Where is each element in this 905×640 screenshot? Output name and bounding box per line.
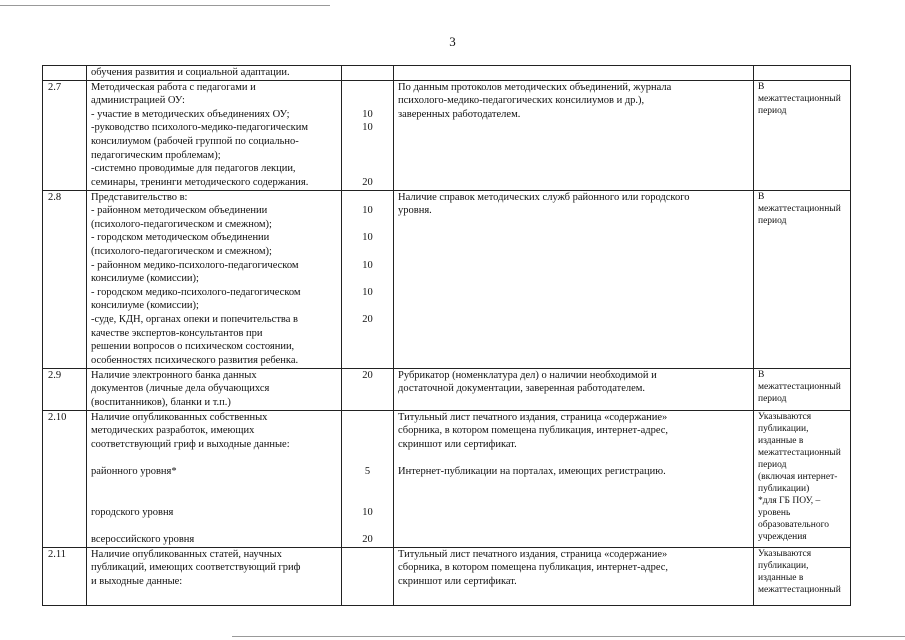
criterion-cell-line: консилиуме (комиссии);	[91, 300, 199, 312]
points-cell-line	[346, 438, 389, 452]
period-cell-line: межаттестационный	[758, 93, 841, 104]
evidence-cell-line: уровня.	[398, 205, 432, 217]
criterion-cell-line: особенностях психического развития ребенка.	[91, 354, 299, 366]
criterion-cell	[87, 80, 342, 190]
evidence-cell-line: Интернет-публикации на порталах, имеющих регистрацию.	[398, 465, 666, 477]
row-number: 2.7	[43, 80, 87, 190]
period-cell-line: (включая интернет-	[758, 471, 838, 482]
points-cell-line: 10	[362, 506, 373, 518]
criterion-cell-line: семинары, тренинги методического содержания.	[91, 176, 309, 188]
criterion-cell	[87, 368, 342, 410]
period-cell-line: период	[758, 215, 787, 226]
period-cell-line: публикации)	[758, 483, 810, 494]
period-cell-line: учреждения	[758, 531, 807, 542]
points-cell-line: 5	[364, 465, 371, 477]
points-cell-line	[346, 81, 389, 95]
points-cell-line	[346, 479, 389, 493]
table-row	[43, 410, 851, 547]
points-cell-line	[346, 191, 389, 205]
criterion-cell-line: (воспитанников), бланки и т.п.)	[91, 396, 231, 408]
criterion-cell-line: администрацией ОУ:	[91, 95, 185, 107]
period-cell-line: Указываются	[758, 411, 812, 422]
criterion-cell-line: (психолого-педагогическом и смежном);	[91, 245, 272, 257]
period-cell-line: В	[758, 369, 765, 380]
points-cell-line	[346, 519, 389, 533]
criterion-cell-line: публикаций, имеющих соответствующий гриф	[91, 562, 301, 574]
row-number: 2.8	[43, 190, 87, 368]
points-cell-line: 10	[362, 232, 373, 244]
period-cell-line: межаттестационный	[758, 584, 841, 595]
period-cell-line: В	[758, 81, 765, 92]
period-cell-line: период	[758, 393, 787, 404]
points-cell	[342, 410, 394, 547]
criterion-cell-line: Наличие опубликованных собственных	[91, 411, 268, 423]
period-cell	[754, 410, 851, 547]
period-cell-line: В	[758, 191, 765, 202]
evidence-cell-line: скриншот или сертификат.	[398, 575, 517, 587]
period-cell	[754, 547, 851, 605]
criterion-cell-line: городского уровня	[91, 506, 174, 518]
points-cell-line: 20	[362, 369, 373, 381]
criterion-cell-line	[91, 479, 337, 493]
evidence-cell	[394, 547, 754, 605]
evidence-cell-line: Рубрикатор (номенклатура дел) о наличии необходимой и	[398, 369, 657, 381]
row-number: 2.10	[43, 410, 87, 547]
table-row	[43, 368, 851, 410]
criterion-cell-line: -руководство психолого-медико-педагогическим	[91, 122, 309, 134]
period-cell-line: период	[758, 105, 787, 116]
table-row	[43, 80, 851, 190]
period-cell-line: изданные в	[758, 435, 804, 446]
points-cell-line	[346, 327, 389, 341]
evidence-cell-line: заверенных работодателем.	[398, 108, 521, 120]
criterion-cell-line: Наличие опубликованных статей, научных	[91, 548, 282, 560]
criterion-cell-line: документов (личные дела обучающихся	[91, 383, 270, 395]
criterion-cell-line: районного уровня*	[91, 465, 177, 477]
points-cell-line	[346, 272, 389, 286]
table-row	[43, 66, 851, 81]
points-cell-line: 10	[362, 122, 373, 134]
period-cell	[754, 66, 851, 81]
points-cell-line: 10	[362, 259, 373, 271]
period-cell-line: уровень	[758, 507, 791, 518]
criterion-cell-line: - городском методическом объединении	[91, 232, 270, 244]
criterion-cell	[87, 547, 342, 605]
evidence-cell-line: сборника, в котором помещена публикация, интернет-адрес,	[398, 425, 669, 437]
criterion-cell-line: Методическая работа с педагогами и	[91, 81, 256, 93]
criterion-cell-line: всероссийского уровня	[91, 533, 195, 545]
criterion-cell-line: -суде, КДН, органах опеки и попечительства в	[91, 313, 298, 325]
row-number: 2.11	[43, 547, 87, 605]
row-number	[43, 66, 87, 81]
points-cell-line	[346, 340, 389, 354]
criterion-cell-line: (психолого-педагогическом и смежном);	[91, 218, 272, 230]
evidence-cell-line: Титульный лист печатного издания, страница «содержание»	[398, 411, 668, 423]
period-cell-line: период	[758, 459, 787, 470]
evidence-cell-line: По данным протоколов методических объединений, журнала	[398, 81, 672, 93]
period-cell-line: образовательного	[758, 519, 830, 530]
criterion-cell-line: - городском медико-психолого-педагогическом	[91, 286, 301, 298]
criterion-cell-line: -системно проводимые для педагогов лекции,	[91, 163, 296, 175]
criterion-cell	[87, 66, 342, 81]
points-cell-line	[346, 94, 389, 108]
points-cell-line: 10	[362, 286, 373, 298]
period-cell-line: межаттестационный	[758, 381, 841, 392]
criterion-cell-line: решении вопросов о психическом состоянии,	[91, 341, 295, 353]
points-cell-line	[346, 299, 389, 313]
period-cell-line: межаттестационный	[758, 203, 841, 214]
criterion-cell-line	[91, 451, 337, 465]
criterion-cell-line: Представительство в:	[91, 191, 188, 203]
criterion-cell	[87, 190, 342, 368]
points-cell-line: 20	[362, 176, 373, 188]
evidence-cell-line	[398, 451, 749, 465]
top-rule	[0, 5, 330, 6]
evidence-cell-line: психолого-медико-педагогических консилиумов и др.),	[398, 95, 645, 107]
points-cell-line: 10	[362, 108, 373, 120]
points-cell-line	[346, 245, 389, 259]
evidence-cell	[394, 80, 754, 190]
period-cell-line: *для ГБ ПОУ, –	[758, 495, 821, 506]
criterion-cell-line: соответствующий гриф и выходные данные:	[91, 438, 290, 450]
period-cell-line: Указываются	[758, 548, 812, 559]
evidence-cell-line: Наличие справок методических служб районного или городского	[398, 191, 690, 203]
points-cell-line	[346, 492, 389, 506]
evidence-cell-line: Титульный лист печатного издания, страница «содержание»	[398, 548, 668, 560]
table-row	[43, 190, 851, 368]
period-cell-line: публикации,	[758, 560, 809, 571]
points-cell-line	[346, 451, 389, 465]
criterion-cell-line: консилиумом (рабочей группой по социально-	[91, 135, 299, 147]
criterion-cell-line: и выходные данные:	[91, 575, 183, 587]
points-cell	[342, 190, 394, 368]
criterion-cell-line: консилиуме (комиссии);	[91, 273, 199, 285]
evidence-cell-line: сборника, в котором помещена публикация, интернет-адрес,	[398, 562, 669, 574]
points-cell	[342, 80, 394, 190]
page-number: 3	[449, 34, 456, 49]
evidence-cell	[394, 66, 754, 81]
criterion-cell-line: педагогическим проблемам);	[91, 149, 221, 161]
evidence-cell	[394, 190, 754, 368]
points-cell-line	[346, 135, 389, 149]
points-cell-line: 20	[362, 313, 373, 325]
points-cell-line	[346, 218, 389, 232]
criterion-cell-line: качестве экспертов-консультантов при	[91, 327, 263, 339]
points-cell	[342, 547, 394, 605]
criteria-table	[42, 65, 851, 606]
points-cell-line: 20	[362, 533, 373, 545]
period-cell-line: публикации,	[758, 423, 809, 434]
points-cell-line	[346, 149, 389, 163]
criterion-cell-line: - участие в методических объединениях ОУ;	[91, 108, 290, 120]
points-cell-line: 10	[362, 205, 373, 217]
criterion-cell-line: методических разработок, имеющих	[91, 425, 255, 437]
points-cell-line	[346, 411, 389, 425]
row-number: 2.9	[43, 368, 87, 410]
points-cell	[342, 368, 394, 410]
evidence-cell	[394, 368, 754, 410]
evidence-cell	[394, 410, 754, 547]
period-cell-line: изданные в	[758, 572, 804, 583]
table-row	[43, 547, 851, 605]
bottom-rule	[232, 636, 905, 637]
points-cell-line	[346, 354, 389, 368]
evidence-cell-line: скриншот или сертификат.	[398, 438, 517, 450]
criterion-cell-line	[91, 492, 337, 506]
period-cell	[754, 80, 851, 190]
criterion-cell-line: - районном методическом объединении	[91, 205, 268, 217]
period-cell-line: межаттестационный	[758, 447, 841, 458]
points-cell-line	[346, 424, 389, 438]
period-cell	[754, 368, 851, 410]
criterion-cell-line: - районном медико-психолого-педагогическом	[91, 259, 299, 271]
criterion-cell-line: Наличие электронного банка данных	[91, 369, 257, 381]
period-cell	[754, 190, 851, 368]
points-cell-line	[346, 162, 389, 176]
criterion-cell-line: обучения развития и социальной адаптации.	[91, 67, 290, 78]
points-cell	[342, 66, 394, 81]
criterion-cell-line	[91, 519, 337, 533]
evidence-cell-line: достаточной документации, заверенная работодателем.	[398, 383, 646, 395]
criterion-cell	[87, 410, 342, 547]
